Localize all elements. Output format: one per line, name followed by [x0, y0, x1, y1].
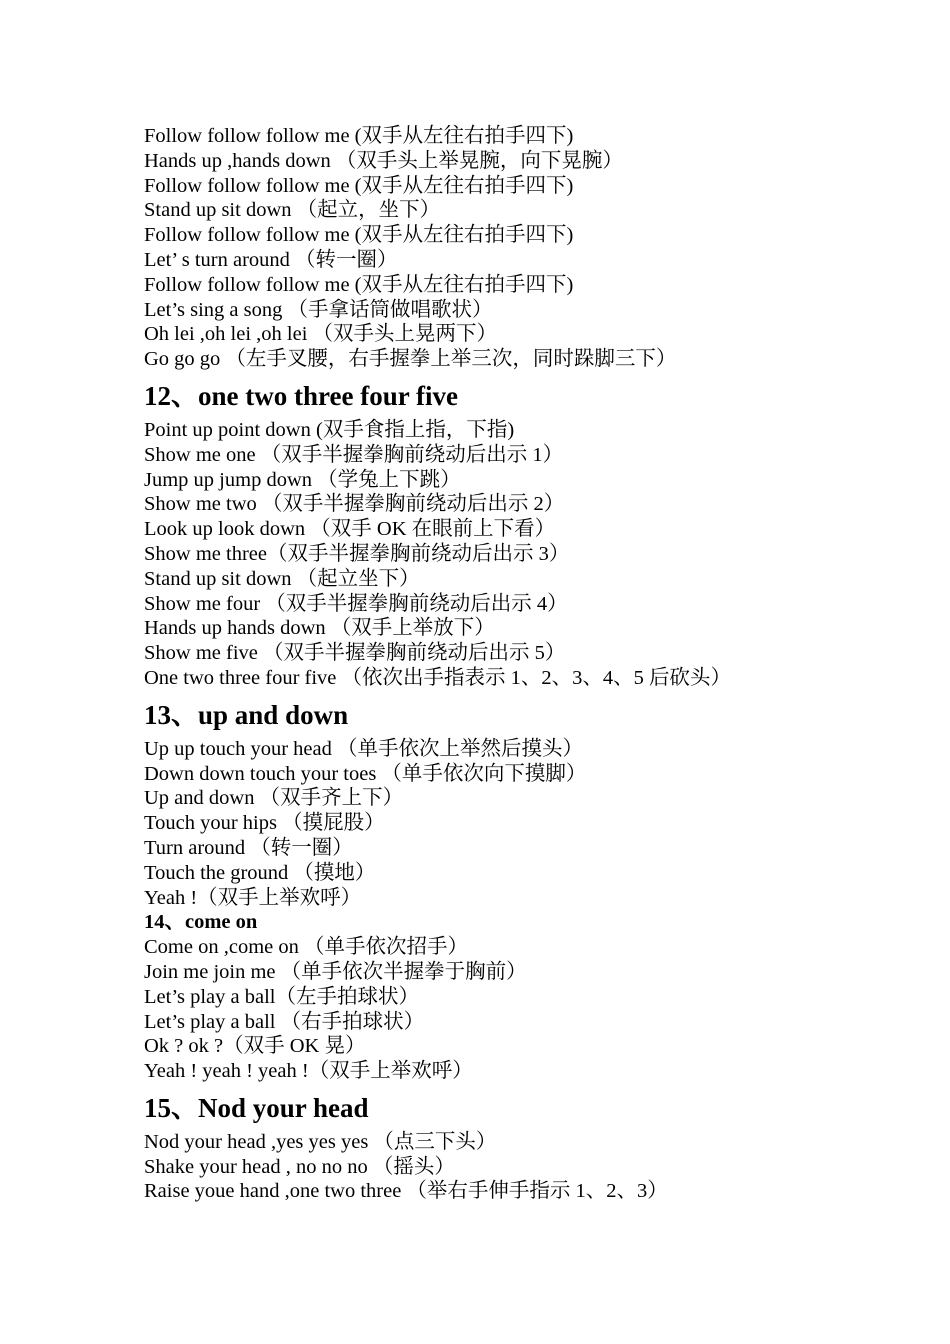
text-line: Nod your head ,yes yes yes （点三下头）: [144, 1130, 497, 1153]
text-line: Let’s play a ball （右手拍球状）: [144, 1010, 425, 1033]
text-line: Down down touch your toes （单手依次向下摸脚）: [144, 762, 587, 785]
section-heading: 12、one two three four five: [144, 380, 458, 411]
text-line: Show me four （双手半握拳胸前绕动后出示 4）: [144, 592, 568, 615]
text-line: Let’s play a ball（左手拍球状）: [144, 985, 419, 1008]
text-line: Show me two （双手半握拳胸前绕动后出示 2）: [144, 493, 565, 516]
text-line: Follow follow follow me (双手从左往右拍手四下): [144, 273, 574, 296]
text-line: Let’s sing a song （手拿话筒做唱歌状）: [144, 298, 493, 321]
text-line: Jump up jump down （学兔上下跳）: [144, 468, 461, 491]
text-line: Hands up hands down （双手上举放下）: [144, 617, 495, 640]
text-line: Follow follow follow me (双手从左往右拍手四下): [144, 174, 574, 197]
text-line: Show me five （双手半握拳胸前绕动后出示 5）: [144, 642, 566, 665]
text-line: Touch the ground （摸地）: [144, 861, 376, 884]
text-line: Touch your hips （摸屁股）: [144, 812, 385, 835]
text-line: Show me three（双手半握拳胸前绕动后出示 3）: [144, 542, 570, 565]
section-subheading: 14、come on: [144, 911, 258, 934]
text-line: Let’ s turn around （转一圈）: [144, 248, 398, 271]
section-13: [144, 699, 904, 911]
section-heading: 13、up and down: [144, 699, 349, 730]
text-line: Show me one （双手半握拳胸前绕动后出示 1）: [144, 443, 564, 466]
text-line: Hands up ,hands down （双手头上举晃腕，向下晃腕）: [144, 149, 623, 172]
text-line: Turn around （转一圈）: [144, 836, 353, 859]
document-page: [144, 124, 904, 1204]
text-line: Point up point down (双手食指上指，下指): [144, 418, 515, 441]
text-line: Go go go （左手叉腰，右手握拳上举三次，同时跺脚三下）: [144, 348, 677, 371]
section-12: [144, 380, 904, 691]
section-11-tail: [144, 124, 904, 372]
text-line: Follow follow follow me (双手从左往右拍手四下): [144, 125, 574, 147]
text-line: Raise youe hand ,one two three （举右手伸手指示 1、2、3）: [144, 1180, 668, 1203]
text-line: Join me join me （单手依次半握拳于胸前）: [144, 960, 527, 983]
section-15: [144, 1092, 904, 1204]
section-heading: 15、Nod your head: [144, 1092, 369, 1123]
text-line: Shake your head , no no no （摇头）: [144, 1155, 455, 1178]
text-line: Come on ,come on （单手依次招手）: [144, 936, 468, 959]
section-14: [144, 910, 904, 1084]
text-line: Stand up sit down （起立坐下）: [144, 567, 420, 590]
text-line: Look up look down （双手 OK 在眼前上下看）: [144, 518, 556, 541]
text-line: Follow follow follow me (双手从左往右拍手四下): [144, 224, 574, 247]
text-line: Yeah ! yeah ! yeah !（双手上举欢呼）: [144, 1060, 473, 1083]
text-line: Up up touch your head （单手依次上举然后摸头）: [144, 737, 583, 760]
text-line: Ok ? ok ?（双手 OK 晃）: [144, 1035, 366, 1058]
text-line: Oh lei ,oh lei ,oh lei （双手头上晃两下）: [144, 323, 498, 346]
text-line: Yeah !（双手上举欢呼）: [144, 886, 362, 909]
text-line: One two three four five （依次出手指表示 1、2、3、4、5 后砍头）: [144, 666, 732, 689]
text-line: Up and down （双手齐上下）: [144, 787, 404, 810]
text-line: Stand up sit down （起立，坐下）: [144, 199, 441, 222]
